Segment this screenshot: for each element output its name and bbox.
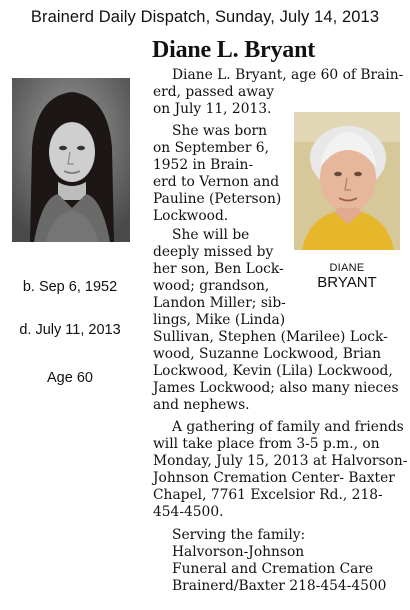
- obituary-text-line: James Lockwood; also many nieces: [153, 380, 399, 396]
- obituary-text-line: Lockwood.: [153, 208, 229, 224]
- obituary-text-line: 454-4500.: [153, 504, 224, 520]
- birth-date-label: b. Sep 6, 1952: [22, 279, 118, 295]
- newspaper-header: Brainerd Daily Dispatch, Sunday, July 14, 2013: [30, 8, 380, 26]
- age-label: Age 60: [47, 370, 93, 386]
- obituary-text-line: Serving the family:: [172, 527, 306, 543]
- obituary-text-line: A gathering of family and friends: [172, 419, 404, 435]
- obituary-text-line: 1952 in Brain-: [153, 157, 254, 173]
- obituary-name: Diane L. Bryant: [152, 37, 316, 63]
- obituary-text-line: Brainerd/Baxter 218-454-4500: [172, 578, 387, 594]
- obituary-text-line: deeply missed by: [153, 244, 274, 260]
- obituary-text-line: Landon Miller; sib-: [153, 295, 286, 311]
- obituary-text-line: Monday, July 15, 2013 at Halvorson-: [153, 453, 408, 469]
- obituary-text-line: will take place from 3-5 p.m., on: [153, 436, 380, 452]
- portrait-photo-recent: [294, 112, 400, 250]
- obituary-text-line: and nephews.: [153, 397, 250, 413]
- obituary-text-line: She was born: [172, 123, 268, 139]
- obituary-text-line: wood, Suzanne Lockwood, Brian: [153, 346, 382, 362]
- obituary-text-line: lings, Mike (Linda): [153, 312, 286, 328]
- photo-caption-first-name: DIANE: [329, 262, 365, 274]
- obituary-text-line: Lockwood, Kevin (Lila) Lockwood,: [153, 363, 393, 379]
- obituary-text-line: Diane L. Bryant, age 60 of Brain-: [172, 67, 404, 83]
- obituary-text-line: wood; grandson,: [153, 278, 270, 294]
- obituary-text-line: on September 6,: [153, 140, 269, 156]
- portrait-photo-young: [12, 78, 130, 242]
- obituary-text-line: erd to Vernon and: [153, 174, 280, 190]
- obituary-text-line: Pauline (Peterson): [153, 191, 282, 207]
- obituary-text-line: Funeral and Cremation Care: [172, 561, 374, 577]
- obituary-text-line: erd, passed away: [153, 84, 275, 100]
- obituary-text-line: Halvorson-Johnson: [172, 544, 305, 560]
- obituary-text-line: her son, Ben Lock-: [153, 261, 284, 277]
- obituary-text-line: on July 11, 2013.: [153, 101, 272, 117]
- obituary-text-line: Sullivan, Stephen (Marilee) Lock-: [153, 329, 388, 345]
- death-date-label: d. July 11, 2013: [19, 322, 121, 338]
- obituary-text-line: Chapel, 7761 Excelsior Rd., 218-: [153, 487, 383, 503]
- photo-caption-last-name: BRYANT: [317, 274, 377, 291]
- obituary-text-line: Johnson Cremation Center- Baxter: [153, 470, 395, 486]
- obituary-text-line: She will be: [172, 227, 250, 243]
